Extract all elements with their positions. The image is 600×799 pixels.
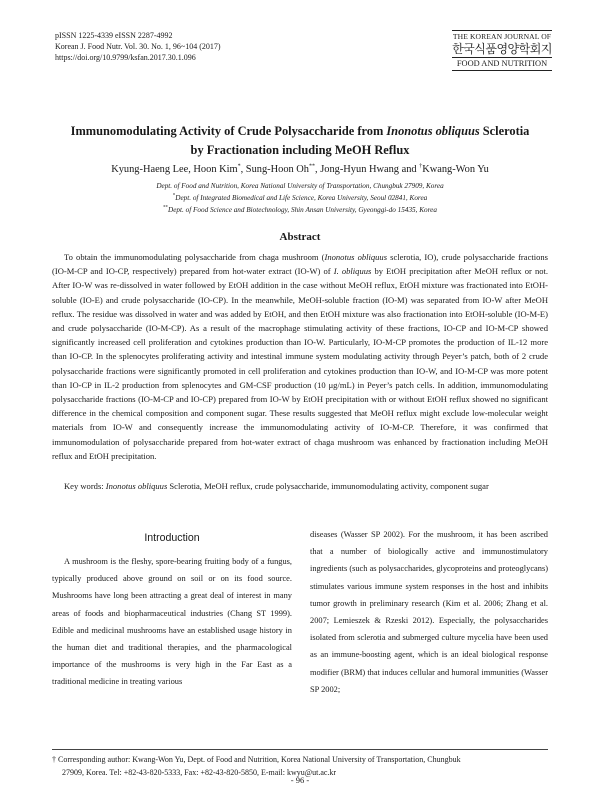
- author-4: Kwang-Won Yu: [422, 164, 489, 175]
- keywords-rest: Sclerotia, MeOH reflux, crude polysaccharide, immunomodulating activity, component sugar: [167, 481, 489, 491]
- footnote-mark: †: [52, 755, 56, 764]
- keywords-species: Inonotus obliquus: [105, 481, 168, 491]
- affiliation-1: [40, 181, 560, 191]
- affiliation-2-text: Dept. of Integrated Biomedical and Life Science, Korea University, Seoul 02841, Korea: [175, 194, 428, 202]
- affiliation-2-mark: *: [172, 193, 176, 199]
- author-4-mark: †: [419, 163, 423, 170]
- title-part1: Immunomodulating Activity of Crude Polysaccharide from: [70, 124, 387, 138]
- footnote-line1: Corresponding author: Kwang-Won Yu, Dept. of Food and Nutrition, Korea National University of Transportation, Chungbuk: [56, 755, 461, 764]
- introduction-heading: Introduction: [144, 532, 200, 544]
- author-2: , Sung-Hoon Oh: [240, 164, 310, 175]
- title-line2: by Fractionation including MeOH Reflux: [190, 143, 410, 157]
- abstract-s5: by EtOH precipitation after MeOH reflux or not. After IO-W was re-dissolved in water followed by EtOH addition in the case without MeOH reflux, EtOH mixture was fractionated into EtOH-soluble (IO-E) and crude polysaccharide (IO-CP). In the meanwhile, MeOH-soluble fraction (IO-M) was separated from IO-W after MeOH reflux. The residue was dissolved in water and was added by EtOH, and then EtOH mixture was also fractionation into EtOH-soluble (IO-M-E) and crude polysaccharide (IO-M-CP). As a result of the macrophage stimulating activity of these fractions, IO-CP and IO-M-CP showed significantly increased cell proliferation and cytokines production than IO-W. Particularly, IO-M-CP promotes the production of IL-12 more than IO-CP. In the splenocytes proliferating activity and intestinal immune system modulating activity through Peyer’s patch, both of 2 crude polysaccharide fractions were significantly promoted in cell proliferation and cytokines production than IO-W, and IO-M-CP was more potent than IO-CP in IL-2 production from splenocytes and GM-CSF production (10 μg/mL) in Peyer’s patch cells. In addition, immunomodulating polysaccharide fractions (IO-M-CP and IO-CP) prepared from IO-W by EtOH precipitation with or without EtOH reflux showed no significant difference in the chemical composition and component sugar. These results suggested that MeOH reflux might exclude low-molecular weight materials from IO-W and consequently increase the immunomodulating activity of IO-M-CP. Therefore, it was confirmed that immunomodulation of polysaccharide prepared from hot-water extract of chaga mushroom was enhanced by fractionation including MeOH reflux and EtOH precipitation.: [52, 266, 548, 461]
- issn: pISSN 1225-4339 eISSN 2287-4992: [55, 31, 173, 40]
- author-2-mark: **: [309, 163, 316, 170]
- journal-logo: [452, 30, 552, 71]
- journal-rule-bottom: [452, 70, 552, 71]
- abstract-species: Inonotus obliquus: [324, 252, 388, 262]
- abstract-body: [52, 250, 548, 463]
- keywords: [52, 479, 548, 493]
- author-1: Kyung-Haeng Lee, Hoon Kim: [111, 164, 238, 175]
- paper-title: [40, 122, 560, 160]
- affiliation-3-mark: **: [163, 205, 169, 211]
- footnote-divider: [52, 749, 548, 750]
- keywords-label: Key words:: [64, 481, 106, 491]
- page-number: - 96 -: [290, 775, 310, 785]
- abstract-s1: To obtain the immunomodulating polysaccharide from chaga mushroom (: [64, 252, 325, 262]
- doi-link[interactable]: https://doi.org/10.9799/ksfan.2017.30.1.096: [55, 53, 196, 62]
- author-3: , Jong-Hyun Hwang and: [315, 164, 420, 175]
- citation: Korean J. Food Nutr. Vol. 30. No. 1, 96~104 (2017): [55, 42, 221, 51]
- citation-block: [55, 30, 221, 63]
- journal-name-line1: THE KOREAN JOURNAL OF: [452, 32, 552, 41]
- author-list: [40, 163, 560, 177]
- abstract-heading: Abstract: [279, 231, 321, 243]
- journal-name-line2: FOOD AND NUTRITION: [456, 59, 548, 68]
- abstract-species-abbrev: I. obliquus: [333, 266, 372, 277]
- journal-name-korean: 한국식품영양학회지: [452, 42, 552, 56]
- intro-left-column: A mushroom is the fleshy, spore-bearing fruiting body of a fungus, typically produced above ground on soil or on its food source. Mushrooms have long been attracting a great deal of interest in many areas of foods and biopharmaceutical industries (Chang ST 1999). Edible and medicinal mushrooms have an established usage history in the human diet and traditional therapies, and the pharmacological importance of the mushrooms is very high in the Far East as a traditional medicine in treating various: [52, 557, 292, 687]
- affiliation-2: [40, 193, 560, 203]
- author-1-mark: *: [237, 163, 241, 170]
- title-species: Inonotus obliquus: [386, 124, 480, 138]
- intro-right-column: diseases (Wasser SP 2002). For the mushroom, it has been ascribed that a number of biologically active and immunostimulatory ingredients (such as polysaccharides, glycoproteins and proteoglycans) stimulates various immune system responses in the host and inhibits tumor growth in preliminary research (Kim et al. 2006; Zhang et al. 2007; Lemieszek & Rzeski 2012). Especially, the polysaccharides isolated from sclerotia and submerged culture mycelia have been used as an immune-boosting agent, which is an ideal biological response modifier (BRM) that induces cellular and humoral immunities (Wasser SP 2002;: [310, 530, 548, 694]
- title-part2: Sclerotia: [479, 124, 530, 138]
- affiliation-3: [40, 205, 560, 215]
- abstract-s3: sclerotia, IO), crude polysaccharide fractions (IO-M-CP and IO-CP, respectively) prepared from hot-water extract (IO-W) of: [52, 252, 548, 277]
- affiliation-3-text: Dept. of Food Science and Biotechnology, Shin Ansan University, Gyeonggi-do 15435, Korea: [168, 206, 437, 214]
- affiliation-1-text: Dept. of Food and Nutrition, Korea National University of Transportation, Chungbuk 27909, Korea: [156, 182, 444, 190]
- footnote-line2: 27909, Korea. Tel: +82-43-820-5333, Fax: +82-43-820-5850, E-mail: kwyu@ut.ac.kr: [62, 768, 337, 777]
